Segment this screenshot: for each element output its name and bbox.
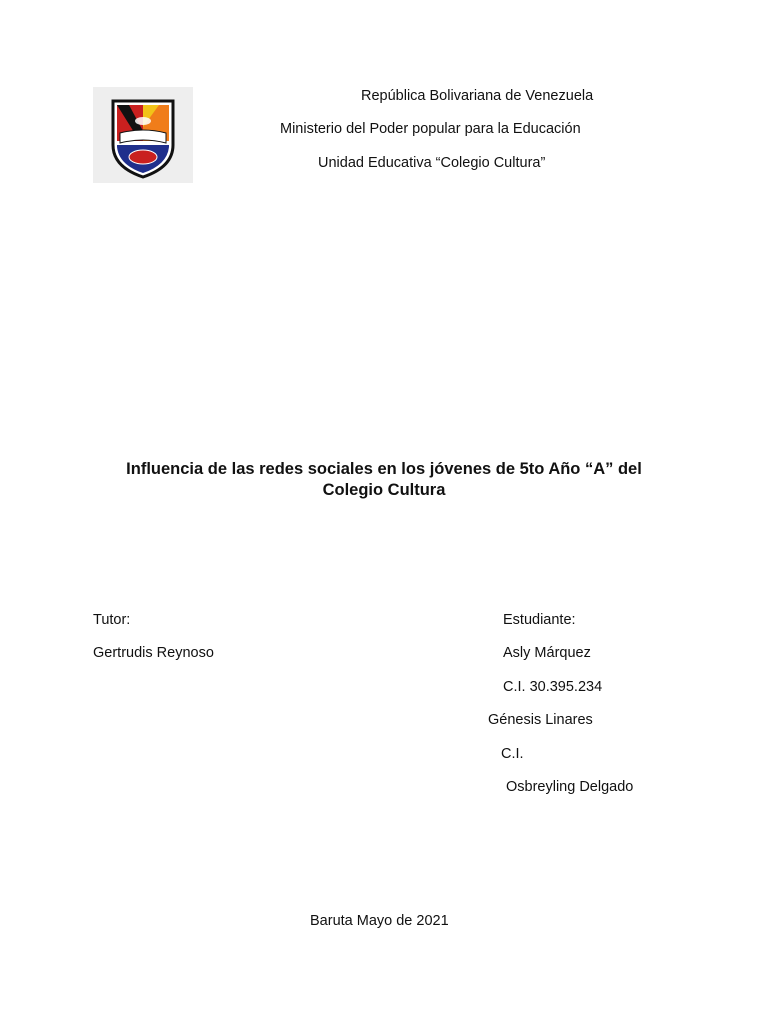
school-logo: [93, 87, 193, 183]
student-2-ci: C.I.: [501, 746, 524, 762]
title-line-2: Colegio Cultura: [322, 481, 446, 499]
document-title: [60, 459, 708, 501]
school-crest-icon: [93, 87, 193, 183]
header-line-3: Unidad Educativa “Colegio Cultura”: [318, 155, 546, 171]
student-1-ci: C.I. 30.395.234: [503, 679, 603, 695]
header-line-2: Ministerio del Poder popular para la Educación: [280, 121, 581, 137]
student-3-name: Osbreyling Delgado: [506, 779, 634, 795]
header-line-1: República Bolivariana de Venezuela: [361, 88, 594, 104]
tutor-label: Tutor:: [93, 612, 131, 628]
student-1-name: Asly Márquez: [503, 645, 591, 661]
title-line-1: Influencia de las redes sociales en los jóvenes de 5to Año “A” del: [126, 460, 642, 478]
student-2-name: Génesis Linares: [488, 712, 593, 728]
tutor-name: Gertrudis Reynoso: [93, 645, 214, 661]
students-label: Estudiante:: [503, 612, 576, 628]
place-date: Baruta Mayo de 2021: [310, 913, 449, 929]
